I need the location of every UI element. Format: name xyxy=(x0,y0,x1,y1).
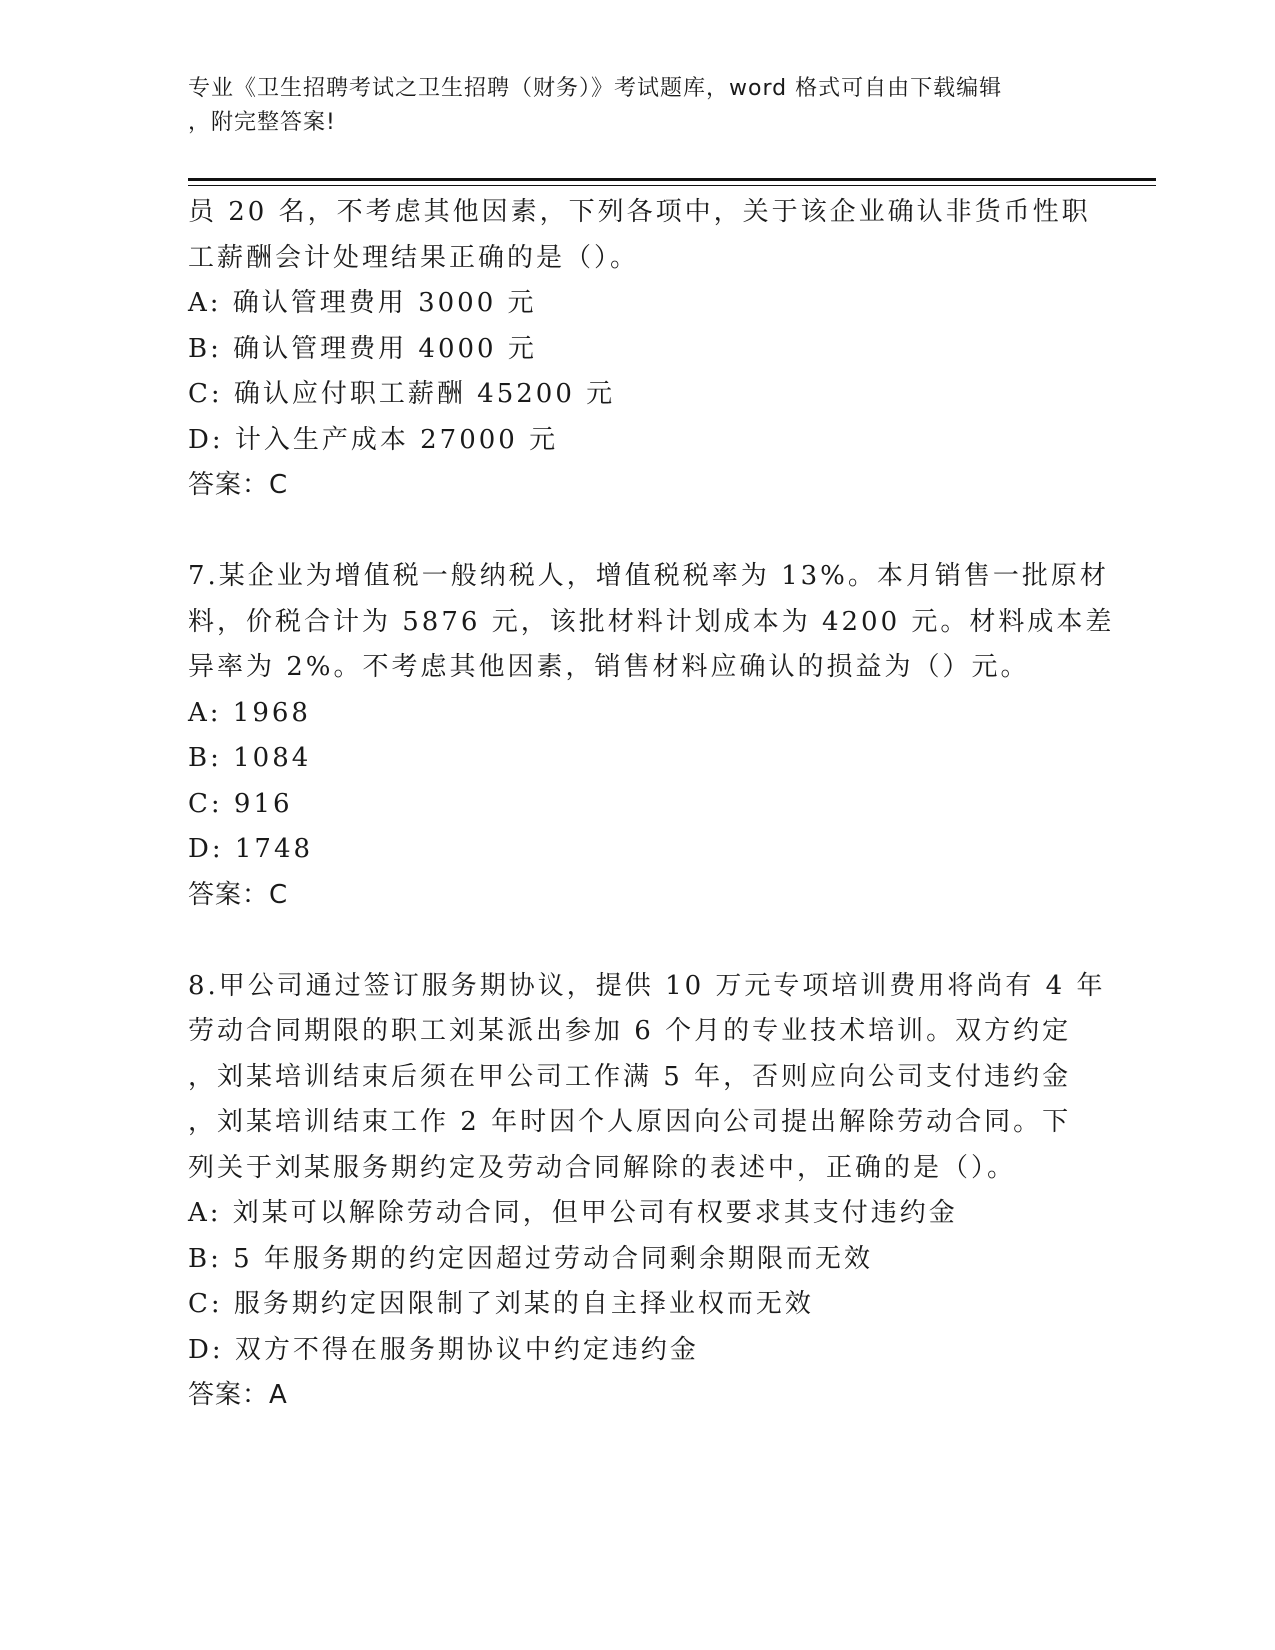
question-7 xyxy=(188,554,1115,918)
document-header xyxy=(188,72,1088,140)
option-d: D: 1748 xyxy=(188,834,314,864)
spacer xyxy=(188,918,1088,964)
option-a: A: 1968 xyxy=(188,697,311,728)
answer: 答案：C xyxy=(188,879,289,910)
header-rule-thick xyxy=(188,178,1156,181)
question-content xyxy=(188,190,1115,1419)
option-b: B: 1084 xyxy=(188,743,312,773)
header-line-2: ，附完整答案! xyxy=(188,110,336,135)
spacer xyxy=(188,509,1088,555)
header-line-1: 专业《卫生招聘考试之卫生招聘（财务）》考试题库，word 格式可自由下载编辑 xyxy=(188,76,1003,101)
question-text-line: 7.某企业为增值税一般纳税人，增值税税率为 13%。本月销售一批原材 xyxy=(188,561,1109,591)
option-a: A: 刘某可以解除劳动合同，但甲公司有权要求其支付违约金 xyxy=(188,1198,958,1228)
option-d: D: 计入生产成本 27000 元 xyxy=(188,424,559,455)
question-text-line: 异率为 2%。不考虑其他因素，销售材料应确认的损益为（）元。 xyxy=(188,652,1030,682)
question-text-line: 劳动合同期限的职工刘某派出参加 6 个月的专业技术培训。双方约定 xyxy=(188,1016,1072,1046)
question-8 xyxy=(188,964,1106,1419)
option-b: B: 5 年服务期的约定因超过劳动合同剩余期限而无效 xyxy=(188,1243,873,1274)
question-text-line: 员 20 名，不考虑其他因素，下列各项中，关于该企业确认非货币性职 xyxy=(188,197,1091,227)
option-b: B: 确认管理费用 4000 元 xyxy=(188,333,537,364)
question-text-line: ，刘某培训结束后须在甲公司工作满 5 年，否则应向公司支付违约金 xyxy=(188,1061,1072,1092)
answer: 答案：C xyxy=(188,470,289,500)
question-6 xyxy=(188,190,1091,509)
option-c: C: 确认应付职工薪酬 45200 元 xyxy=(188,379,616,409)
question-text-line: 8.甲公司通过签订服务期协议，提供 10 万元专项培训费用将尚有 4 年 xyxy=(188,970,1106,1001)
answer: 答案：A xyxy=(188,1380,288,1410)
option-a: A: 确认管理费用 3000 元 xyxy=(188,288,537,318)
option-c: C: 916 xyxy=(188,788,293,819)
question-text-line: ，刘某培训结束工作 2 年时因个人原因向公司提出解除劳动合同。下 xyxy=(188,1107,1072,1137)
question-text-line: 料，价税合计为 5876 元，该批材料计划成本为 4200 元。材料成本差 xyxy=(188,606,1115,637)
header-rule-thin xyxy=(188,185,1156,186)
question-text-line: 列关于刘某服务期约定及劳动合同解除的表述中，正确的是（）。 xyxy=(188,1152,1017,1183)
option-d: D: 双方不得在服务期协议中约定违约金 xyxy=(188,1334,699,1365)
option-c: C: 服务期约定因限制了刘某的自主择业权而无效 xyxy=(188,1289,814,1319)
question-text-line: 工薪酬会计处理结果正确的是（）。 xyxy=(188,242,640,273)
